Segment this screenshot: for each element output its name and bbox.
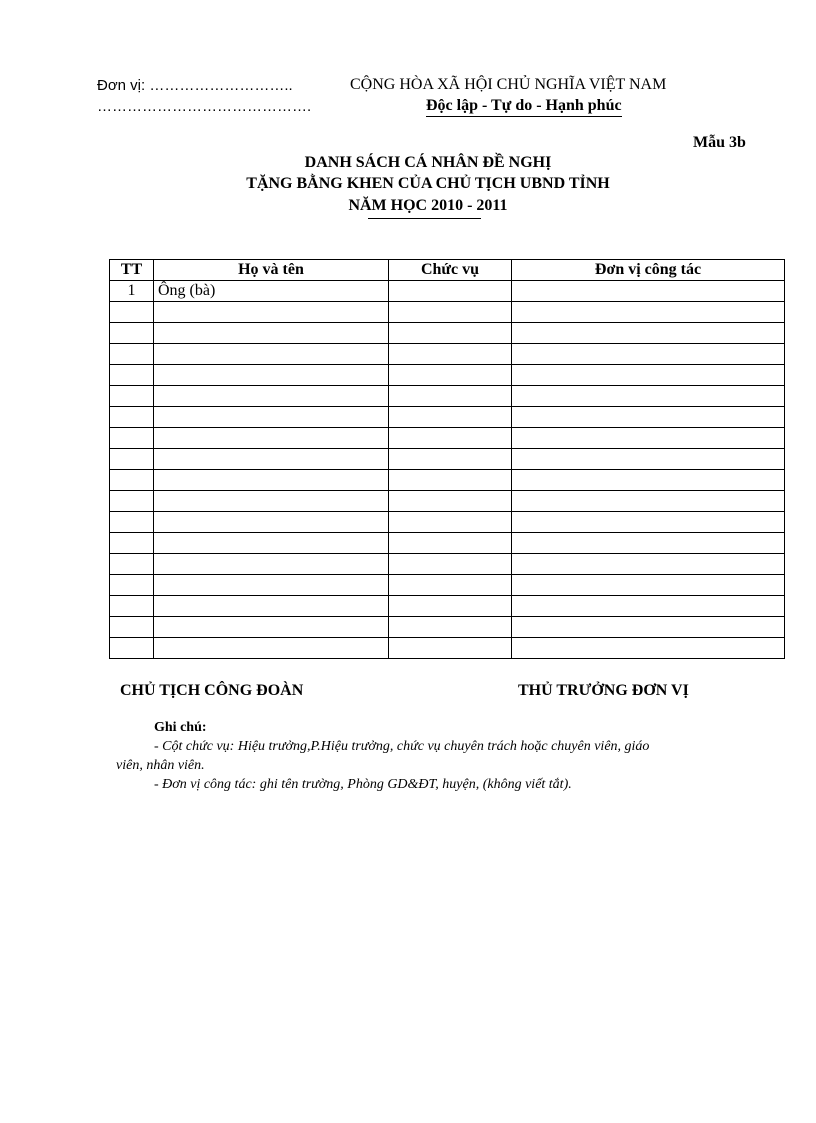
cell-position — [389, 533, 512, 554]
doc-title-line1: DANH SÁCH CÁ NHÂN ĐỀ NGHỊ — [304, 154, 552, 171]
cell-workplace — [512, 491, 785, 512]
nominee-table — [109, 259, 785, 659]
cell-position — [389, 281, 512, 302]
col-header-name: Họ và tên — [154, 260, 389, 281]
cell-position — [389, 302, 512, 323]
cell-workplace — [512, 449, 785, 470]
table-row — [110, 386, 785, 407]
table-row — [110, 449, 785, 470]
cell-position — [389, 449, 512, 470]
cell-position — [389, 596, 512, 617]
cell-workplace — [512, 512, 785, 533]
cell-name — [154, 449, 389, 470]
cell-name — [154, 617, 389, 638]
table-row — [110, 302, 785, 323]
cell-position — [389, 491, 512, 512]
col-header-workplace: Đơn vị công tác — [512, 260, 785, 281]
cell-tt — [110, 491, 154, 512]
table-row — [110, 323, 785, 344]
cell-name — [154, 533, 389, 554]
cell-workplace — [512, 344, 785, 365]
table-row — [110, 344, 785, 365]
cell-workplace — [512, 428, 785, 449]
table-header-row — [110, 260, 785, 281]
cell-workplace — [512, 365, 785, 386]
cell-workplace — [512, 302, 785, 323]
cell-tt — [110, 512, 154, 533]
cell-name — [154, 470, 389, 491]
country-name: CỘNG HÒA XÃ HỘI CHỦ NGHĨA VIỆT NAM — [350, 76, 667, 93]
cell-name — [154, 638, 389, 659]
unit-label: Đơn vị: ……………………….. — [97, 77, 293, 94]
cell-position — [389, 407, 512, 428]
table-row — [110, 575, 785, 596]
table-body — [110, 281, 785, 659]
doc-title-line3: NĂM HỌC 2010 - 2011 — [348, 197, 508, 214]
cell-tt — [110, 533, 154, 554]
cell-workplace — [512, 386, 785, 407]
unit-dots: ……………………………………. — [97, 98, 312, 115]
notes-line1: - Cột chức vụ: Hiệu trưởng,P.Hiệu trưởng, chức vụ chuyên trách hoặc chuyên viên, giáo — [154, 739, 650, 754]
cell-position — [389, 344, 512, 365]
cell-workplace — [512, 470, 785, 491]
table-row — [110, 491, 785, 512]
cell-workplace — [512, 533, 785, 554]
cell-name — [154, 365, 389, 386]
cell-tt: 1 — [110, 281, 154, 302]
cell-tt — [110, 323, 154, 344]
cell-tt — [110, 386, 154, 407]
table-row — [110, 470, 785, 491]
col-header-tt: TT — [110, 260, 154, 281]
cell-position — [389, 638, 512, 659]
table-row — [110, 638, 785, 659]
notes-line2: - Đơn vị công tác: ghi tên trường, Phòng GD&ĐT, huyện, (không viết tắt). — [154, 777, 572, 792]
cell-tt — [110, 638, 154, 659]
table-row — [110, 512, 785, 533]
cell-workplace — [512, 617, 785, 638]
cell-name — [154, 386, 389, 407]
cell-position — [389, 323, 512, 344]
cell-workplace — [512, 638, 785, 659]
cell-name: Ông (bà) — [154, 281, 389, 302]
cell-position — [389, 617, 512, 638]
table-row — [110, 428, 785, 449]
cell-name — [154, 344, 389, 365]
form-code: Mẫu 3b — [693, 134, 746, 151]
notes-line1-cont: viên, nhân viên. — [116, 758, 205, 773]
cell-name — [154, 323, 389, 344]
cell-name — [154, 491, 389, 512]
table-row — [110, 596, 785, 617]
doc-title-line2: TẶNG BẰNG KHEN CỦA CHỦ TỊCH UBND TỈNH — [246, 175, 610, 192]
table-row — [110, 281, 785, 302]
cell-workplace — [512, 407, 785, 428]
cell-position — [389, 470, 512, 491]
cell-position — [389, 365, 512, 386]
cell-name — [154, 554, 389, 575]
cell-workplace — [512, 596, 785, 617]
table-row — [110, 617, 785, 638]
cell-name — [154, 407, 389, 428]
table-row — [110, 554, 785, 575]
cell-tt — [110, 470, 154, 491]
cell-tt — [110, 302, 154, 323]
cell-position — [389, 575, 512, 596]
national-motto: Độc lập - Tự do - Hạnh phúc — [426, 97, 622, 117]
cell-workplace — [512, 575, 785, 596]
col-header-position: Chức vụ — [389, 260, 512, 281]
cell-tt — [110, 428, 154, 449]
cell-tt — [110, 554, 154, 575]
cell-workplace — [512, 281, 785, 302]
cell-tt — [110, 344, 154, 365]
cell-workplace — [512, 323, 785, 344]
cell-name — [154, 575, 389, 596]
cell-position — [389, 554, 512, 575]
signature-left: CHỦ TỊCH CÔNG ĐOÀN — [120, 682, 304, 699]
notes-heading: Ghi chú: — [154, 720, 207, 735]
cell-tt — [110, 596, 154, 617]
cell-position — [389, 428, 512, 449]
cell-tt — [110, 575, 154, 596]
table-row — [110, 533, 785, 554]
signature-right: THỦ TRƯỞNG ĐƠN VỊ — [518, 682, 689, 699]
cell-name — [154, 596, 389, 617]
cell-name — [154, 512, 389, 533]
table-row — [110, 365, 785, 386]
cell-position — [389, 386, 512, 407]
title-underline — [368, 218, 481, 219]
cell-tt — [110, 365, 154, 386]
cell-tt — [110, 407, 154, 428]
cell-tt — [110, 617, 154, 638]
cell-name — [154, 302, 389, 323]
table-row — [110, 407, 785, 428]
cell-workplace — [512, 554, 785, 575]
cell-tt — [110, 449, 154, 470]
cell-position — [389, 512, 512, 533]
cell-name — [154, 428, 389, 449]
